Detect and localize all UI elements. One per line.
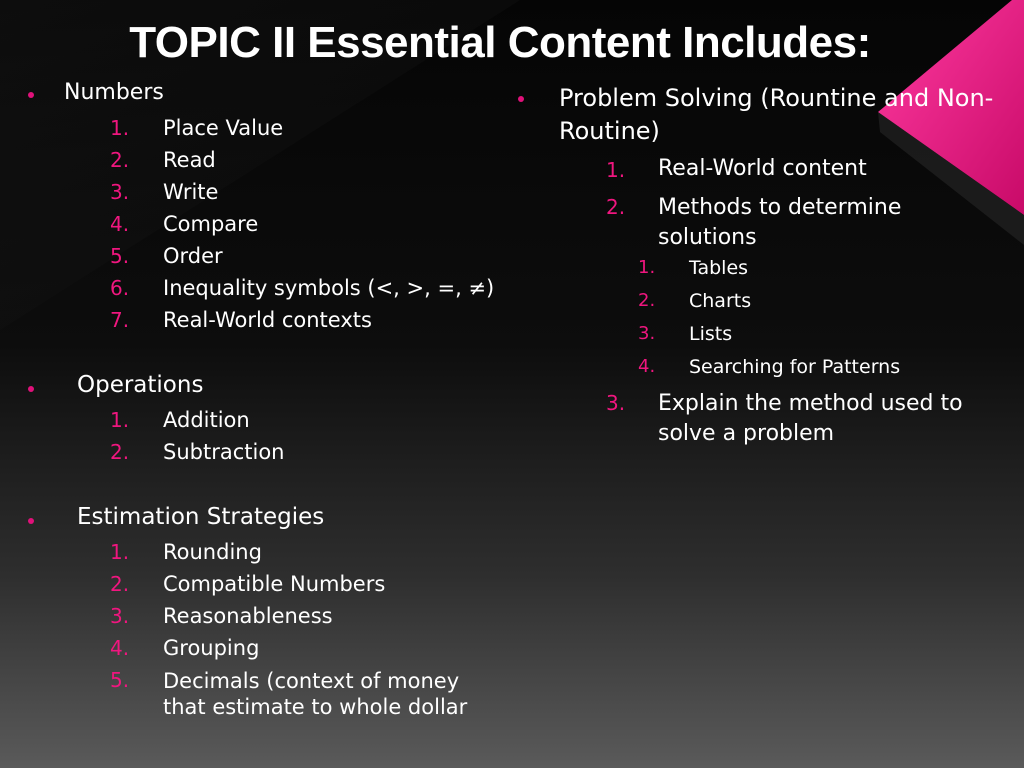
bullet-label: Estimation Strategies — [77, 504, 325, 530]
item-text: Addition — [163, 408, 250, 432]
item-text: Real-World contexts — [163, 308, 372, 332]
item-number: 4. — [110, 212, 130, 236]
item-number: 2. — [110, 148, 130, 172]
item-text: Write — [163, 180, 219, 204]
list-item — [518, 193, 1008, 255]
right-column — [518, 82, 1008, 446]
list-item — [28, 538, 508, 570]
item-number: 1. — [638, 257, 656, 278]
item-number: 2. — [638, 290, 656, 311]
list-item — [28, 602, 508, 634]
bullet-label: Problem Solving (Rountine and Non-Routine) — [559, 84, 994, 145]
item-text: Searching for Patterns — [689, 356, 901, 378]
item-text: Real-World content — [658, 156, 867, 181]
item-number: 4. — [110, 636, 130, 660]
list-item — [28, 438, 508, 470]
list-item — [28, 274, 508, 306]
sub-list-item — [518, 354, 1008, 389]
item-text: Subtraction — [163, 440, 285, 464]
list-item — [28, 570, 508, 602]
item-number: 1. — [110, 408, 130, 432]
numbered-list — [28, 406, 508, 470]
item-text: Compatible Numbers — [163, 572, 386, 596]
list-item — [28, 406, 508, 438]
sub-list-item — [518, 288, 1008, 321]
item-text: Lists — [689, 323, 733, 345]
item-number: 5. — [110, 244, 130, 268]
item-text: Read — [163, 148, 216, 172]
sub-list-item — [518, 255, 1008, 288]
item-text: Place Value — [163, 116, 284, 140]
item-number: 1. — [606, 158, 626, 182]
list-item — [28, 306, 508, 338]
item-number: 2. — [110, 572, 130, 596]
bullet-label: Numbers — [64, 80, 164, 105]
item-text: Charts — [689, 290, 752, 312]
bullet-dot — [28, 518, 34, 524]
slide-title: TOPIC II Essential Content Includes: — [129, 18, 871, 67]
item-number: 6. — [110, 276, 130, 300]
list-item — [518, 389, 1008, 451]
item-text: Compare — [163, 212, 259, 236]
bullet-dot — [28, 92, 34, 98]
item-text: Decimals (context of money that estimate to whole dollar — [163, 669, 468, 719]
item-number: 4. — [638, 356, 656, 377]
list-item — [28, 666, 508, 722]
bullet-dot — [28, 386, 34, 392]
numbered-list — [28, 114, 508, 338]
item-text: Reasonableness — [163, 604, 333, 628]
item-text: Rounding — [163, 540, 262, 564]
bullet-label: Operations — [77, 372, 204, 398]
item-number: 3. — [110, 180, 130, 204]
bullet-problem-solving — [518, 82, 1008, 152]
item-text: Grouping — [163, 636, 260, 660]
list-item — [28, 242, 508, 274]
list-item — [28, 114, 508, 146]
item-number: 2. — [606, 195, 626, 219]
numbered-list — [518, 156, 1008, 451]
item-number: 3. — [638, 323, 656, 344]
item-number: 5. — [110, 668, 130, 692]
list-item — [28, 210, 508, 242]
sub-list-item — [518, 321, 1008, 354]
list-item — [28, 178, 508, 210]
numbered-list — [28, 538, 508, 722]
left-column — [28, 80, 508, 719]
item-number: 7. — [110, 308, 130, 332]
item-text: Methods to determine solutions — [658, 195, 902, 250]
list-item — [28, 146, 508, 178]
item-number: 3. — [606, 391, 626, 415]
list-item — [518, 156, 1008, 193]
item-text: Inequality symbols (<, >, =, ≠) — [163, 276, 495, 300]
item-text: Tables — [689, 257, 749, 279]
item-number: 1. — [110, 540, 130, 564]
item-number: 2. — [110, 440, 130, 464]
sub-list — [518, 255, 1008, 389]
list-item — [28, 634, 508, 666]
item-number: 1. — [110, 116, 130, 140]
bullet-dot — [518, 96, 524, 102]
item-text: Explain the method used to solve a problem — [658, 391, 963, 446]
item-text: Order — [163, 244, 223, 268]
item-number: 3. — [110, 604, 130, 628]
